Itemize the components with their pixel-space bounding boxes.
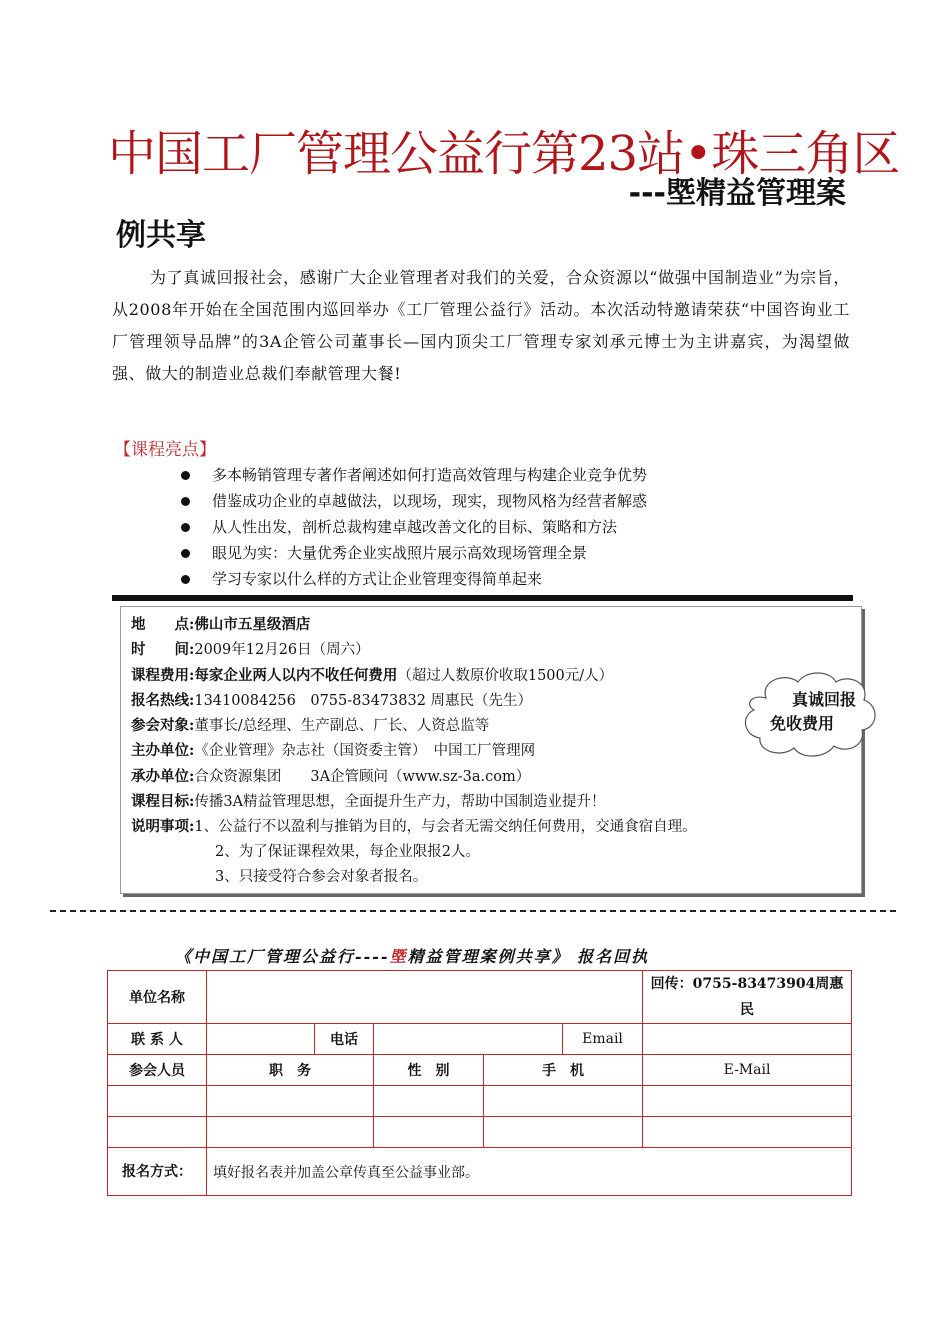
info-time-value: 2009年12月26日（周六） xyxy=(194,642,370,659)
mobile-field[interactable] xyxy=(484,1086,643,1117)
gender-header: 性 别 xyxy=(374,1055,484,1086)
info-fee-value: 每家企业两人以内不收任何费用 xyxy=(194,666,398,684)
info-fee-label: 课程费用: xyxy=(131,666,195,684)
email2-header: E-Mail xyxy=(643,1055,852,1086)
email-field[interactable] xyxy=(643,1024,852,1055)
email2-field[interactable] xyxy=(643,1086,852,1117)
registration-form-table xyxy=(107,970,852,1196)
highlight-item: 学习专家以什么样的方式让企业管理变得简单起来 xyxy=(178,566,647,592)
highlight-item: 多本畅销管理专著作者阐述如何打造高效管理与构建企业竞争优势 xyxy=(178,462,647,488)
info-place-label: 地 点: xyxy=(131,616,195,633)
table-row xyxy=(108,1055,852,1086)
cloud-line-1: 真诚回报 xyxy=(792,690,857,709)
table-row xyxy=(108,1117,852,1148)
registration-form-title xyxy=(175,944,649,967)
info-note-item: 3、只接受符合参会对象者报名。 xyxy=(215,868,428,885)
table-row xyxy=(108,1086,852,1117)
highlights-heading: 【课程亮点】 xyxy=(114,440,216,460)
info-time xyxy=(131,637,697,662)
info-goal xyxy=(131,789,697,814)
info-notes-cont xyxy=(131,865,697,890)
attendee-field[interactable] xyxy=(108,1086,207,1117)
mobile-header: 手 机 xyxy=(484,1055,643,1086)
email-label: Email xyxy=(563,1024,643,1055)
info-hotline-value: 13410084256 0755-83473832 周惠民（先生） xyxy=(194,692,533,709)
info-notes-cont xyxy=(131,840,697,865)
page-subtitle: ---塈精益管理案 xyxy=(628,176,846,211)
intro-paragraph: 为了真诚回报社会，感谢广大企业管理者对我们的关爱，合众资源以“做强中国制造业”为宗旨，从2008年开始在全国范围内巡回举办《工厂管理公益行》活动。本次活动特邀请荣获“中国咨询业工厂管理领导品牌”的3A企管公司董事长—国内顶尖工厂管理专家刘承元博士为主讲嘉宾，为渴望做强、做大的制造业总裁们奉献管理大餐! xyxy=(112,268,850,383)
info-host xyxy=(131,738,697,763)
section-divider xyxy=(112,595,853,601)
phone-field[interactable] xyxy=(374,1024,563,1055)
info-audience-label: 参会对象: xyxy=(131,717,195,735)
contact-label: 联 系 人 xyxy=(108,1024,207,1055)
page-title: 中国工厂管理公益行第23站•珠三角区 xyxy=(108,126,900,182)
table-row xyxy=(108,1024,852,1055)
info-note-item: 2、为了保证课程效果，每企业限报2人。 xyxy=(215,843,480,860)
info-host-label: 主办单位: xyxy=(131,742,195,760)
form-title-part: 精益管理案例共享》 报名回执 xyxy=(407,947,650,966)
gender-field[interactable] xyxy=(374,1117,484,1148)
info-fee xyxy=(131,663,697,688)
form-title-part: 塈 xyxy=(389,947,408,966)
mobile-field[interactable] xyxy=(484,1117,643,1148)
highlight-item: 从人性出发，剖析总裁构建卓越改善文化的目标、策略和方法 xyxy=(178,514,647,540)
cloud-line-2: 免收费用 xyxy=(770,714,835,733)
cut-line xyxy=(50,910,896,912)
info-time-label: 时 间: xyxy=(131,641,195,659)
info-host-value: 《企业管理》杂志社（国资委主管） 中国工厂管理网 xyxy=(194,743,536,760)
info-note-item: 1、公益行不以盈利与推销为目的，与会者无需交纳任何费用，交通食宿自理。 xyxy=(194,819,697,836)
info-organizer-label: 承办单位: xyxy=(131,767,195,785)
company-field[interactable] xyxy=(207,971,643,1024)
info-goal-value: 传播3A精益管理思想，全面提升生产力，帮助中国制造业提升！ xyxy=(194,794,606,811)
position-field[interactable] xyxy=(207,1086,374,1117)
attendee-label: 参会人员 xyxy=(108,1055,207,1086)
info-hotline-label: 报名热线: xyxy=(131,691,195,709)
gender-field[interactable] xyxy=(374,1086,484,1117)
info-organizer-value: 合众资源集团 3A企管顾问（www.sz-3a.com） xyxy=(194,768,531,785)
info-place-value: 佛山市五星级酒店 xyxy=(194,616,311,633)
email2-field[interactable] xyxy=(643,1117,852,1148)
event-info-rows xyxy=(131,612,697,890)
attendee-field[interactable] xyxy=(108,1117,207,1148)
info-goal-label: 课程目标: xyxy=(131,793,195,811)
method-label: 报名方式： xyxy=(108,1148,207,1196)
table-row xyxy=(108,1148,852,1196)
info-organizer xyxy=(131,764,697,789)
info-notes-label: 说明事项: xyxy=(131,818,195,836)
highlight-item: 借鉴成功企业的卓越做法，以现场，现实，现物风格为经营者解惑 xyxy=(178,488,647,514)
form-title-part: 《中国工厂管理公益行---- xyxy=(175,947,390,966)
page-subtitle-tail: 例共享 xyxy=(116,218,206,253)
contact-field[interactable] xyxy=(207,1024,315,1055)
info-place xyxy=(131,612,697,637)
position-field[interactable] xyxy=(207,1117,374,1148)
table-row xyxy=(108,971,852,1024)
method-text: 填好报名表并加盖公章传真至公益事业部。 xyxy=(207,1148,852,1196)
highlight-item: 眼见为实：大量优秀企业实战照片展示高效现场管理全景 xyxy=(178,540,647,566)
position-header: 职 务 xyxy=(207,1055,374,1086)
info-audience-value: 董事长/总经理、生产副总、厂长、人资总监等 xyxy=(194,718,490,735)
info-hotline xyxy=(131,688,697,713)
highlights-list xyxy=(178,462,647,592)
info-notes xyxy=(131,814,697,839)
info-fee-note: （超过人数原价收取1500元/人） xyxy=(397,667,614,684)
cloud-callout-text xyxy=(770,688,880,736)
fax-info: 回传：0755-83473904周惠民 xyxy=(643,971,852,1024)
phone-label: 电话 xyxy=(315,1024,374,1055)
company-label: 单位名称 xyxy=(108,971,207,1024)
info-audience xyxy=(131,713,697,738)
